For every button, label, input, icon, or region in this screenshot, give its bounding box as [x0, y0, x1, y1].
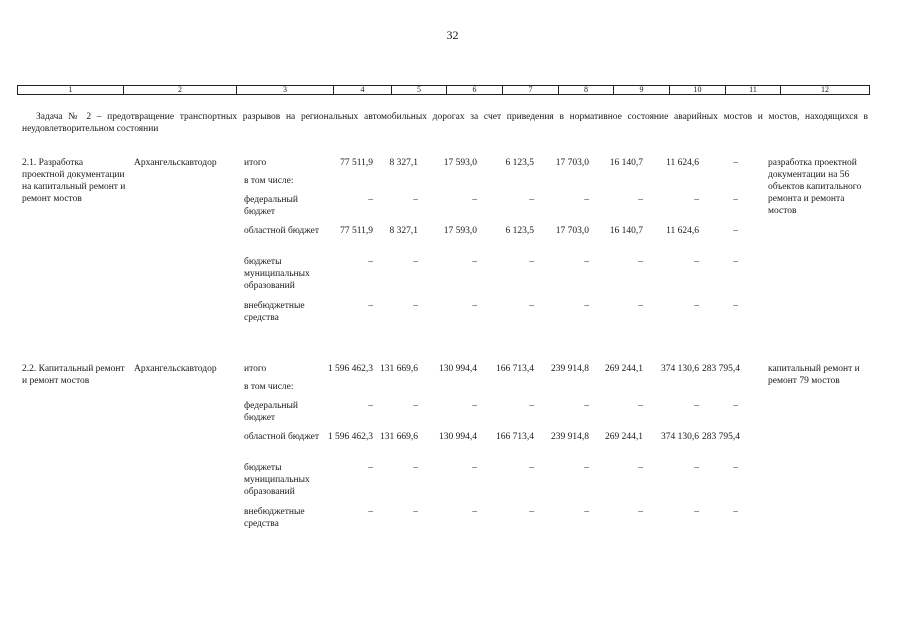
funding-value-cell: –: [694, 507, 699, 517]
header-row: [18, 86, 870, 95]
column-number: 11: [726, 86, 781, 95]
funding-source-label: областной бюджет: [244, 432, 320, 442]
funding-value-cell: –: [733, 226, 738, 236]
funding-value-cell: –: [413, 507, 418, 517]
funding-value-cell: –: [529, 257, 534, 267]
funding-value-cell: 1 596 462,3: [327, 364, 373, 374]
funding-value-cell: –: [694, 401, 699, 411]
funding-value-cell: 16 140,7: [609, 158, 643, 168]
funding-value-cell: –: [368, 401, 373, 411]
column-number: 8: [559, 86, 614, 95]
funding-value-cell: 131 669,6: [380, 432, 418, 442]
program-item-2-1: 2.1. Разработка проектной документации на капитальный ремонт и ремонт мостов: [22, 158, 126, 204]
funding-value-cell: 239 914,8: [551, 364, 589, 374]
page-number: 32: [446, 28, 459, 42]
funding-value-cell: 77 511,9: [340, 158, 373, 168]
funding-value-cell: 17 703,0: [555, 158, 589, 168]
funding-value-cell: –: [733, 301, 738, 311]
funding-value-cell: –: [638, 195, 643, 205]
funding-value-cell: 6 123,5: [505, 226, 534, 236]
funding-value-cell: 130 994,4: [439, 432, 477, 442]
funding-value-cell: –: [413, 401, 418, 411]
funding-value-cell: –: [472, 401, 477, 411]
funding-source-label: бюджеты муниципальных образований: [244, 257, 310, 291]
funding-value-cell: 17 593,0: [443, 158, 477, 168]
funding-source-label: внебюджетные средства: [244, 507, 305, 529]
column-number: 6: [447, 86, 503, 95]
funding-source-label: итого: [244, 158, 267, 168]
funding-value-cell: –: [694, 195, 699, 205]
column-number: 2: [124, 86, 237, 95]
column-number: 1: [18, 86, 124, 95]
funding-value-cell: 283 795,4: [702, 432, 740, 442]
funding-value-cell: –: [529, 301, 534, 311]
funding-value-cell: –: [529, 507, 534, 517]
funding-value-cell: 374 130,6: [661, 364, 699, 374]
funding-value-cell: –: [584, 301, 589, 311]
funding-value-cell: –: [472, 507, 477, 517]
funding-value-cell: –: [638, 463, 643, 473]
funding-value-cell: 11 624,6: [666, 226, 699, 236]
funding-source-label: в том числе:: [244, 382, 294, 392]
funding-value-cell: 1 596 462,3: [327, 432, 373, 442]
funding-value-cell: –: [413, 257, 418, 267]
funding-value-cell: –: [694, 463, 699, 473]
funding-value-cell: 374 130,6: [661, 432, 699, 442]
funding-value-cell: 269 244,1: [605, 364, 643, 374]
funding-value-cell: –: [638, 257, 643, 267]
executor: Архангельскавтодор: [134, 364, 217, 374]
funding-value-cell: –: [584, 463, 589, 473]
column-number: 4: [334, 86, 392, 95]
funding-value-cell: –: [368, 195, 373, 205]
funding-value-cell: –: [584, 401, 589, 411]
funding-value-cell: –: [584, 257, 589, 267]
column-number: 9: [614, 86, 670, 95]
funding-value-cell: 239 914,8: [551, 432, 589, 442]
funding-value-cell: 166 713,4: [496, 432, 534, 442]
funding-value-cell: –: [733, 507, 738, 517]
funding-value-cell: –: [584, 507, 589, 517]
funding-value-cell: 131 669,6: [380, 364, 418, 374]
column-number: 10: [670, 86, 726, 95]
funding-value-cell: 8 327,1: [389, 158, 418, 168]
funding-value-cell: –: [529, 463, 534, 473]
funding-value-cell: –: [368, 463, 373, 473]
funding-value-cell: –: [638, 301, 643, 311]
funding-value-cell: –: [472, 301, 477, 311]
funding-value-cell: –: [694, 257, 699, 267]
funding-value-cell: –: [472, 463, 477, 473]
column-number: 5: [392, 86, 447, 95]
funding-value-cell: –: [413, 301, 418, 311]
column-number: 3: [237, 86, 334, 95]
funding-value-cell: 11 624,6: [666, 158, 699, 168]
column-number: 7: [503, 86, 559, 95]
funding-source-label: федеральный бюджет: [244, 195, 298, 217]
executor: Архангельскавтодор: [134, 158, 217, 168]
funding-value-cell: –: [529, 195, 534, 205]
task-heading: Задача № 2 – предотвращение транспортных разрывов на региональных автомобильных дорогах за счет приведения в нормативное состояние аварийных мостов и мостов, находящихся в неудовлетворительном состоянии: [22, 112, 868, 134]
funding-value-cell: 16 140,7: [609, 226, 643, 236]
expected-result: капитальный ремонт и ремонт 79 мостов: [768, 364, 860, 386]
funding-value-cell: –: [733, 463, 738, 473]
funding-value-cell: –: [472, 257, 477, 267]
funding-value-cell: 283 795,4: [702, 364, 740, 374]
funding-value-cell: –: [638, 401, 643, 411]
funding-value-cell: 77 511,9: [340, 226, 373, 236]
funding-value-cell: 17 703,0: [555, 226, 589, 236]
funding-value-cell: –: [733, 401, 738, 411]
funding-value-cell: –: [368, 301, 373, 311]
funding-value-cell: –: [368, 507, 373, 517]
funding-value-cell: 8 327,1: [389, 226, 418, 236]
funding-value-cell: –: [529, 401, 534, 411]
funding-value-cell: 269 244,1: [605, 432, 643, 442]
funding-source-label: бюджеты муниципальных образований: [244, 463, 310, 497]
funding-value-cell: 17 593,0: [443, 226, 477, 236]
funding-source-label: федеральный бюджет: [244, 401, 298, 423]
program-item-2-2: 2.2. Капитальный ремонт и ремонт мостов: [22, 364, 125, 386]
funding-source-label: итого: [244, 364, 267, 374]
column-number-header: [17, 85, 870, 95]
funding-value-cell: –: [733, 195, 738, 205]
funding-value-cell: –: [413, 195, 418, 205]
funding-value-cell: –: [733, 257, 738, 267]
funding-source-label: в том числе:: [244, 176, 294, 186]
expected-result: разработка проектной документации на 56 объектов капитального ремонта и ремонта мостов: [768, 158, 862, 216]
funding-value-cell: –: [733, 158, 738, 168]
funding-value-cell: 6 123,5: [505, 158, 534, 168]
funding-value-cell: 166 713,4: [496, 364, 534, 374]
funding-source-label: внебюджетные средства: [244, 301, 305, 323]
funding-value-cell: –: [584, 195, 589, 205]
funding-value-cell: 130 994,4: [439, 364, 477, 374]
column-number: 12: [781, 86, 870, 95]
funding-source-label: областной бюджет: [244, 226, 320, 236]
funding-value-cell: –: [368, 257, 373, 267]
funding-value-cell: –: [694, 301, 699, 311]
funding-value-cell: –: [638, 507, 643, 517]
funding-value-cell: –: [413, 463, 418, 473]
funding-value-cell: –: [472, 195, 477, 205]
